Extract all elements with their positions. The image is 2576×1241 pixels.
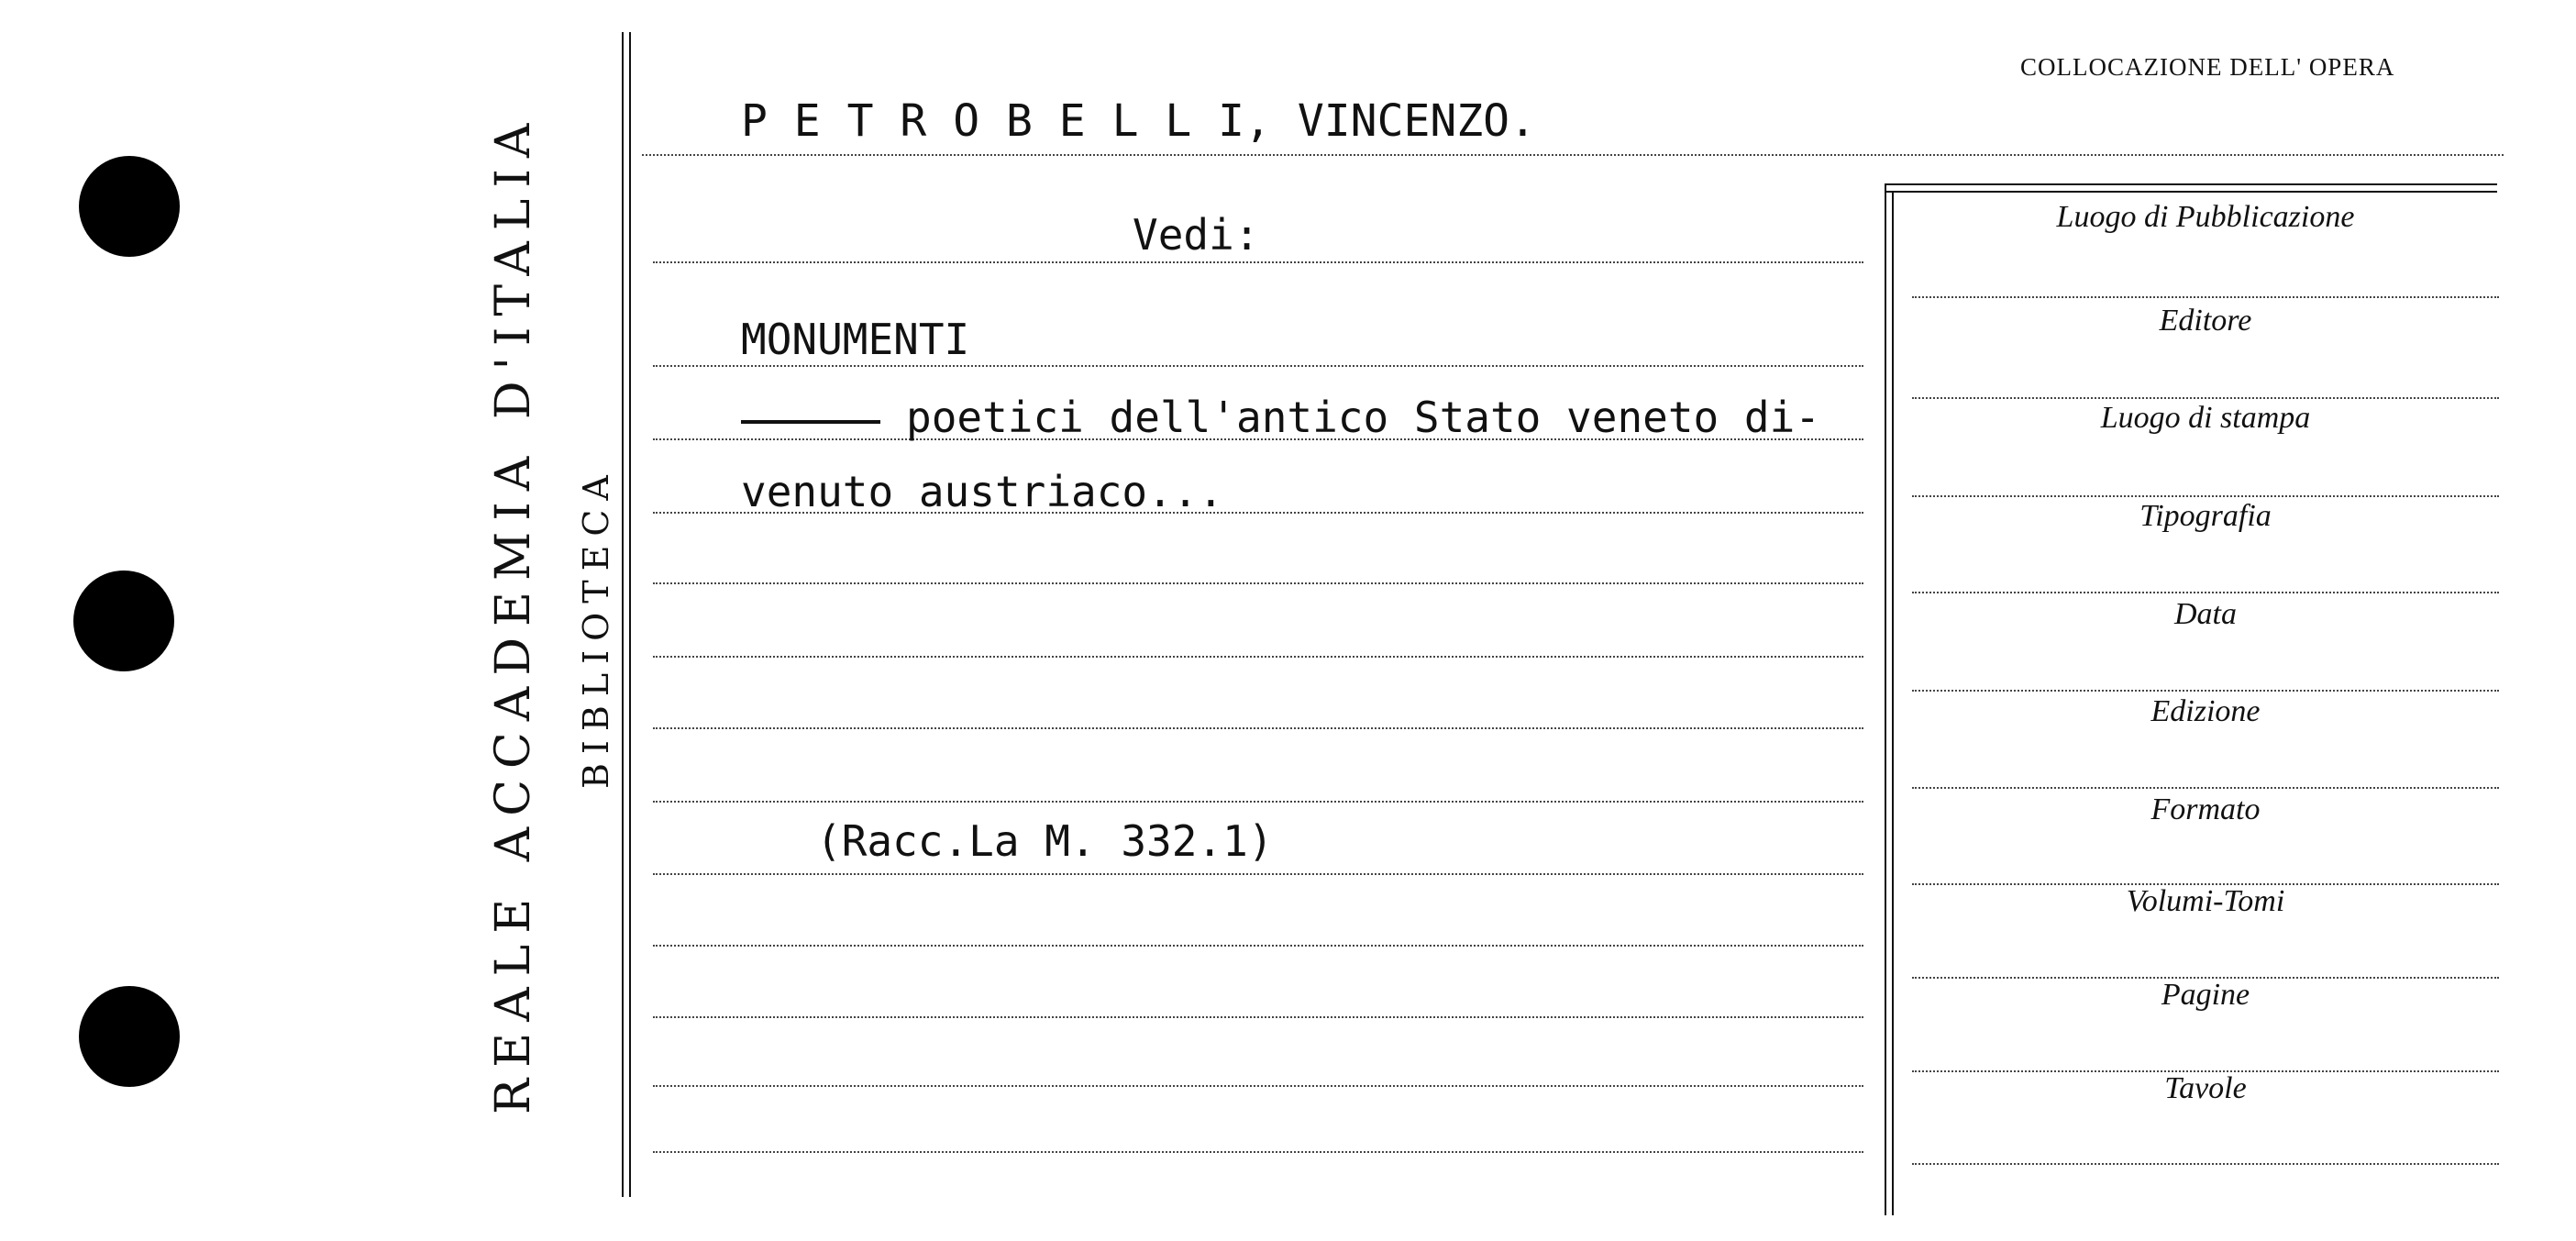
punch-hole-middle [73, 571, 174, 671]
left-rule-inner [629, 32, 631, 1197]
location-header: COLLOCAZIONE DELL' OPERA [2020, 53, 2395, 81]
dotted-line [653, 261, 1863, 263]
title-line-1: poetici dell'antico Stato veneto di- [906, 393, 1820, 442]
panel-rule-inner [1892, 191, 1894, 1215]
dotted-line [653, 945, 1863, 947]
field-volumes: Volumi-Tomi [2126, 884, 2285, 918]
punch-hole-top [79, 156, 180, 257]
punch-hole-bottom [79, 986, 180, 1087]
dotted-line [653, 365, 1863, 367]
see-reference-label: Vedi: [1133, 210, 1260, 260]
dotted-line [653, 1016, 1863, 1018]
field-dotted-line [1912, 495, 2499, 497]
repeat-heading-dash [741, 420, 880, 424]
field-publisher: Editore [2159, 304, 2252, 338]
panel-rule-outer [1885, 183, 1886, 1215]
author-name: P E T R O B E L L I, VINCENZO. [741, 95, 1536, 147]
field-dotted-line [1912, 690, 2499, 692]
field-place-of-publication: Luogo di Pubblicazione [2056, 200, 2355, 234]
field-dotted-line [1912, 397, 2499, 399]
library-label: BIBLIOTECA [576, 466, 616, 789]
field-dotted-line [1912, 787, 2499, 789]
field-dotted-line [1912, 1163, 2499, 1165]
dotted-line [653, 656, 1863, 658]
field-format: Formato [2150, 792, 2261, 826]
panel-top-rule [1885, 183, 2497, 185]
dotted-line [653, 873, 1863, 875]
dotted-line [653, 1151, 1863, 1153]
field-date: Data [2174, 597, 2237, 631]
dotted-line [653, 582, 1863, 584]
field-plates: Tavole [2164, 1071, 2247, 1105]
field-dotted-line [1912, 296, 2499, 298]
dotted-line [642, 154, 2504, 156]
title-line-2: venuto austriaco... [741, 467, 1224, 516]
dotted-line [653, 1085, 1863, 1087]
left-rule-outer [622, 32, 624, 1197]
entry-heading: MONUMENTI [741, 315, 970, 364]
field-pages: Pagine [2161, 978, 2250, 1012]
institution-name: REALE ACCADEMIA D'ITALIA [486, 112, 541, 1114]
field-printer: Tipografia [2139, 499, 2272, 533]
field-edition: Edizione [2150, 694, 2261, 728]
dotted-line [653, 727, 1863, 729]
panel-top-rule-inner [1885, 191, 2497, 193]
shelfmark: (Racc.La M. 332.1) [816, 816, 1274, 866]
dotted-line [653, 801, 1863, 803]
field-dotted-line [1912, 592, 2499, 593]
field-place-of-printing: Luogo di stampa [2100, 401, 2311, 435]
